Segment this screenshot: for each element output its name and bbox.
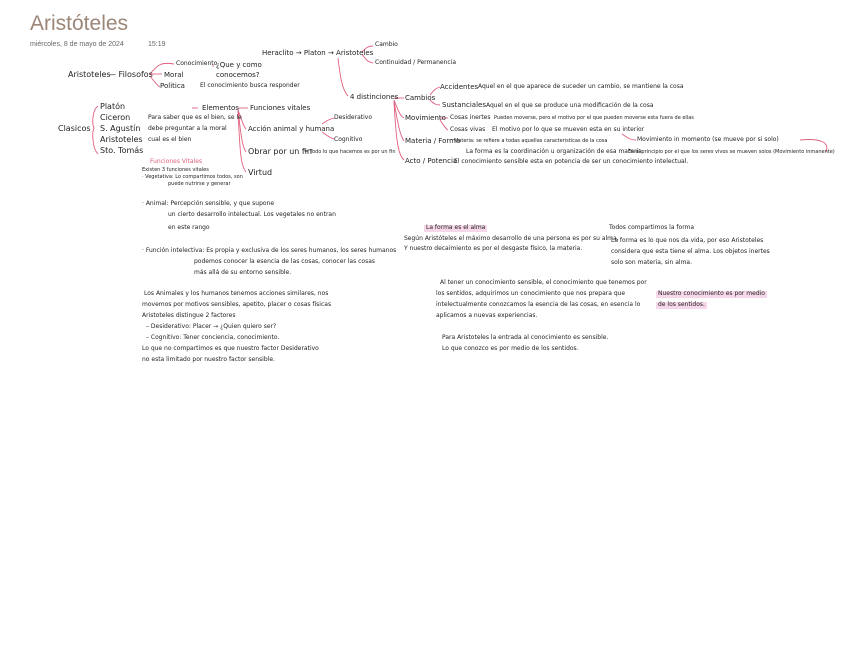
node-cognitivo: Cognitivo (334, 136, 363, 143)
connector-momento (622, 134, 636, 140)
note-intelectiva-2: podemos conocer la esencia de las cosas, conocer las cosas (194, 258, 376, 265)
note-todos-1: Todos compartimos la forma (609, 224, 695, 231)
note-todos-3: considera que esta tiene el alma. Los objetos inertes (611, 248, 770, 255)
page-date: miércoles, 8 de mayo de 2024 (30, 41, 124, 48)
node-para-saber-2: debe preguntar a la moral (148, 125, 227, 132)
note-vegetativa-2: puede nutrirse y generar (168, 181, 231, 187)
node-cosas-inertes-def: Pueden moverse, pero el motivo por el que pueden moverse esta fuera de ellas (494, 115, 694, 121)
note-loque-1: Lo que no compartimos es que nuestro factor Desiderativo (142, 345, 319, 352)
node-principio: Es el principio por el que los seres vivos se mueven solos (Movimiento inmanente) (628, 149, 835, 155)
node-aristoteles: Aristoteles (68, 70, 111, 79)
node-que-conocemos-2: conocemos? (216, 71, 260, 79)
node-filosofos: — Filosofos (108, 70, 153, 79)
connector-clasicos-brace (93, 106, 98, 154)
node-virtud: Virtud (248, 168, 273, 177)
node-cosas-vivas-def: El motivo por lo que se mueven esta en su interior (492, 126, 645, 133)
connector-desid (322, 118, 334, 124)
note-vegetativa-1: · Vegetativa: Lo compartimos todos, son (142, 174, 243, 180)
node-sustanciales: Sustanciales (442, 101, 486, 109)
node-accion-animal: Acción animal y humana (248, 125, 335, 133)
node-desiderativo: Desiderativo (334, 114, 372, 121)
page-time: 15:19 (148, 41, 166, 48)
note-tener-1: Al tener un conocimiento sensible, el conocimiento que tenemos por (440, 279, 647, 286)
note-existen: Existen 3 funciones vitales (142, 167, 209, 173)
node-para-saber-3: cual es el bien (148, 136, 192, 143)
node-accidentes-def: Aquel en el que aparece de suceder un cambio, se mantiene la cosa (478, 83, 684, 90)
node-cambios: Cambios (405, 94, 436, 102)
note-animal-1: · Animal: Percepción sensible, y que supone (142, 200, 275, 207)
node-politica: Politica (160, 82, 185, 90)
note-para-1: Para Aristoteles la entrada al conocimiento es sensible. (442, 334, 609, 341)
note-para-2: Lo que conozco es por medio de los sentidos. (442, 345, 579, 352)
node-tomas: Sto. Tomás (100, 146, 144, 155)
node-conocimiento-busca: El conocimiento busca responder (200, 82, 300, 89)
note-nuestro-1: Nuestro conocimiento es por medio (658, 290, 765, 297)
node-movimiento-momento: Movimiento in momento (se mueve por si solo) (637, 136, 779, 143)
node-materia-forma: Materia / Forma (405, 137, 461, 145)
note-todos-4: solo son materia, sin alma. (611, 259, 693, 266)
note-tener-4: aplicamos a nuevas experiencias. (436, 312, 538, 319)
node-agustin: S. Agustín (100, 124, 141, 133)
node-cosas-inertes: Cosas inertes (450, 114, 491, 121)
note-intelectiva-1: · Función intelectiva: Es propia y exclusiva de los seres humanos, los seres humanos (142, 247, 397, 254)
node-continuidad: Continuidad / Permanencia (375, 59, 457, 66)
node-sustanciales-def: Aquel en el que se produce una modificación de la cosa (486, 102, 654, 109)
note-animales-3: Aristoteles distingue 2 factores (142, 312, 236, 319)
note-animal-2: un cierto desarrollo intelectual. Los vegetales no entran (168, 211, 336, 218)
connector-cogn (322, 132, 334, 139)
note-nuestro-2: de los sentidos. (658, 301, 705, 308)
node-platon: Platón (100, 102, 126, 111)
note-segun-1: Según Aristóteles el máximo desarrollo de una persona es por su alma. (404, 235, 619, 242)
connector-distinciones (338, 58, 348, 96)
node-elementos: Elementos (202, 104, 239, 112)
node-accidentes: Accidentes (440, 83, 479, 91)
note-cogn: – Cognitivo: Tener conciencia, conocimiento. (146, 334, 280, 341)
note-animal-3: en este rango (168, 224, 210, 231)
node-funciones-vitales: Funciones vitales (250, 104, 311, 112)
node-ciceron: Ciceron (100, 113, 131, 122)
node-4-distinciones: 4 distinciones (350, 93, 399, 101)
node-aristoteles2: Aristoteles (100, 135, 143, 144)
note-animales-2: movemos por motivos sensibles, apetito, placer o cosas físicas (142, 301, 332, 308)
node-cosas-vivas: Cosas vivas (450, 126, 486, 133)
node-conocimiento: Conocimiento (176, 60, 218, 67)
page-title: Aristóteles (30, 12, 129, 35)
node-materia-def: Materia: se refiere a todas aquellas caracteristicas de la cosa (454, 138, 608, 144)
node-para-saber-1: Para saber que es el bien, se le (148, 114, 242, 121)
node-movimiento: Movimiento (405, 114, 446, 122)
note-loque-2: no esta limitado por nuestro factor sensible. (142, 356, 275, 363)
node-heraclito: Heraclito → Platon → Aristoteles (262, 49, 374, 57)
node-forma-def: La forma es la coordinación u organización de esa materia (466, 148, 642, 155)
note-tener-2: los sentidos, adquirimos un conocimiento que nos prepara que (436, 290, 626, 297)
note-intelectiva-3: más allá de su entorno sensible. (194, 269, 292, 276)
node-obrar-def: = Todo lo que hacemos es por un fin (304, 149, 396, 155)
node-cambio: Cambio (375, 41, 398, 48)
note-animales-1: Los Animales y los humanos tenemos acciones similares, nos (144, 290, 329, 297)
note-tener-3: intelectualmente conozcamos la esencia de las cosas, en esencia lo (436, 301, 641, 308)
node-que-conocemos: ¿Que y como (216, 61, 262, 69)
note-segun-2: Y nuestro decaimiento es por el desgaste físico, la materia. (404, 245, 583, 252)
note-funciones-title: Funciones Vitales (150, 158, 203, 165)
note-forma-alma: La forma es el alma (426, 224, 486, 231)
node-acto-def: El conocimiento sensible esta en potencia de ser un conocimiento intelectual. (454, 158, 689, 165)
note-desid: – Desiderativo: Placer → ¿Quien quiero ser? (146, 323, 277, 330)
note-todos-2: La forma es lo que nos da vida, por eso Aristoteles (611, 237, 764, 244)
node-obrar: Obrar por un fin (248, 147, 312, 156)
node-acto-potencia: Acto / Potencia (405, 157, 458, 165)
node-moral: Moral (164, 71, 184, 79)
node-clasicos: Clasicos (58, 124, 91, 133)
